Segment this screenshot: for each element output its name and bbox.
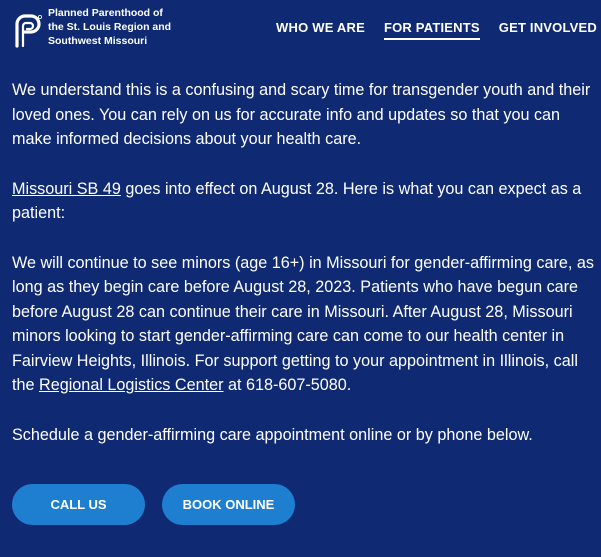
logo-line: Southwest Missouri (48, 35, 148, 47)
site-header (0, 0, 601, 62)
nav-get-involved[interactable]: GET INVOLVED (498, 20, 597, 35)
schedule-paragraph: Schedule a gender-affirming care appointment online or by phone below. (12, 425, 533, 444)
call-us-button[interactable]: CALL US (12, 484, 145, 525)
regional-logistics-link[interactable]: Regional Logistics Center (39, 376, 224, 394)
intro-paragraph: We understand this is a confusing and scary time for transgender youth and their loved ones. You can rely on us for accurate info and updates so that you can make informed decisions about your health care. (12, 81, 591, 148)
nav-who-we-are[interactable]: WHO WE ARE (276, 20, 365, 35)
minors-paragraph (12, 251, 598, 398)
logo-line: the St. Louis Region and (48, 21, 172, 33)
main-content (12, 78, 598, 472)
logo-line: Planned Parenthood of (48, 7, 163, 19)
sb49-text: goes into effect on August 28. Here is what you can expect as a patient: (12, 179, 582, 222)
pp-logo-icon (14, 14, 42, 48)
book-online-button[interactable]: BOOK ONLINE (162, 484, 295, 525)
main-nav (257, 20, 597, 40)
phone-text: at 618-607-5080. (223, 376, 352, 394)
site-logo[interactable] (14, 6, 193, 48)
action-buttons (12, 484, 295, 525)
logo-text (48, 6, 193, 48)
missouri-sb49-link[interactable]: Missouri SB 49 (12, 179, 121, 198)
sb49-paragraph (12, 177, 598, 226)
minors-text: We will continue to see minors (age 16+) in Missouri for gender-affirming care, as long as they begin care before August 28, 2023. Patients who have begun care before August 28 can continue their care in Missouri. After August 28, Missouri minors looking to start gender-affirming care can come to our health center in Fairview Heights, Illinois. For support getting to your appointment in Illinois, call the (12, 253, 594, 394)
nav-for-patients[interactable]: FOR PATIENTS (384, 20, 480, 40)
